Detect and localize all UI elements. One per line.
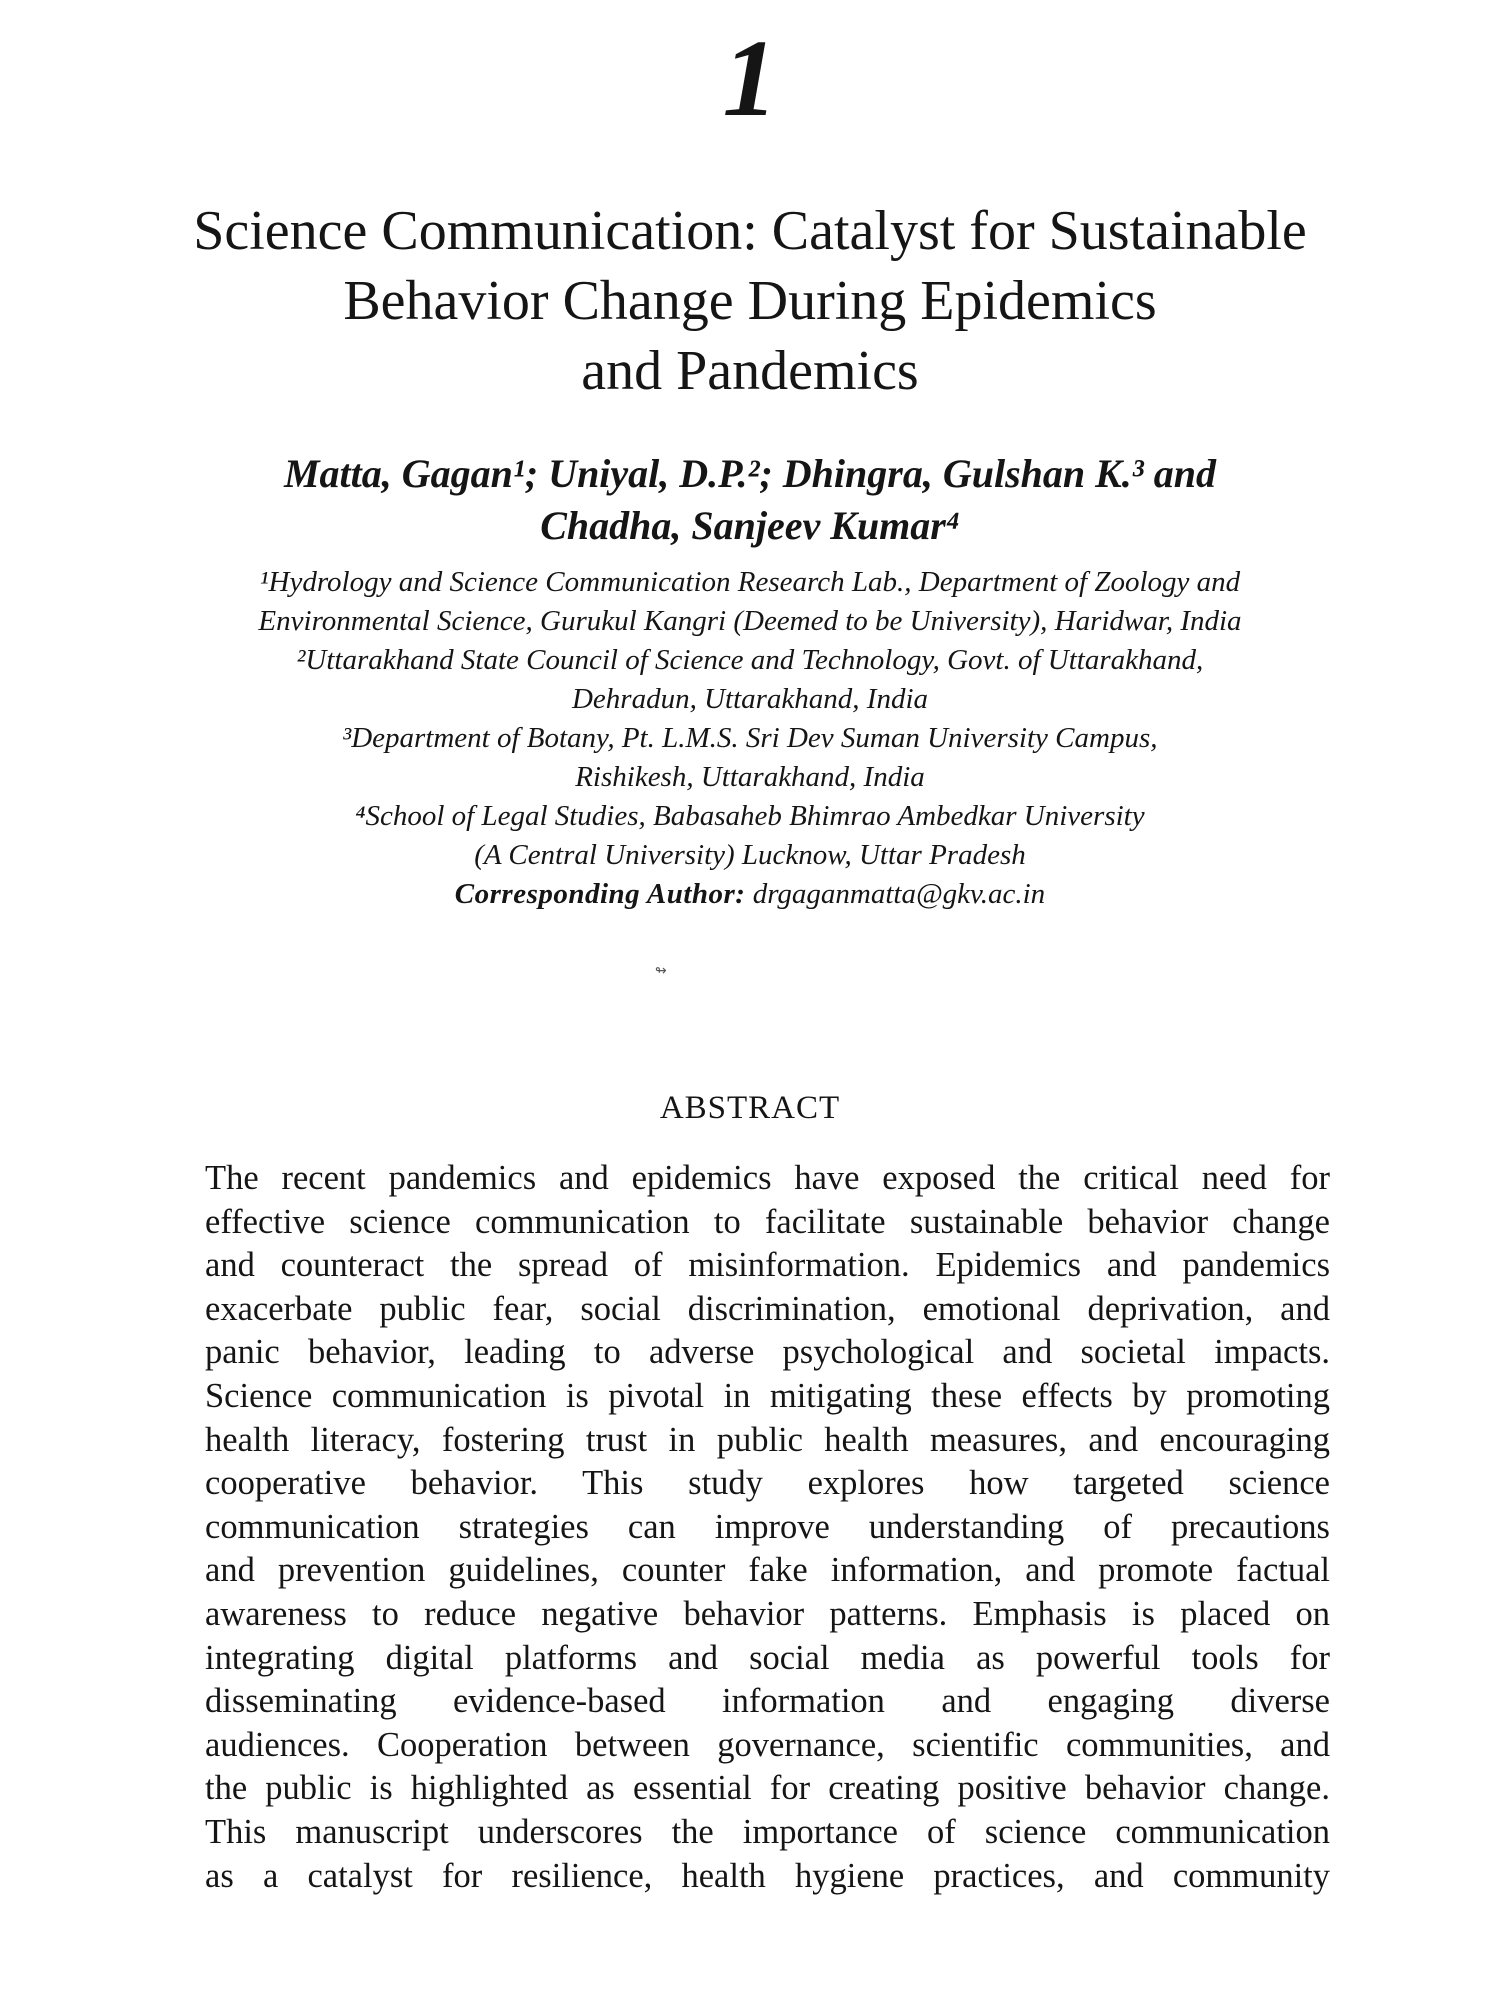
abstract-line: exacerbate public fear, social discrimination, emotional deprivation, and [205,1289,1330,1328]
abstract-line: This manuscript underscores the importance of science communication [205,1812,1330,1851]
abstract-line: cooperative behavior. This study explores how targeted science [205,1464,1330,1503]
affiliation-line: Environmental Science, Gurukul Kangri (Deemed to be University), Haridwar, India [258,605,1242,637]
chapter-number: 1 [722,17,778,139]
title-line: Science Communication: Catalyst for Sustainable [193,200,1307,262]
abstract-line: disseminating evidence-based information and engaging diverse [205,1682,1330,1721]
corresponding-author-email[interactable]: drgaganmatta@gkv.ac.in [752,878,1046,910]
abstract-body [205,1157,1330,1898]
stray-mark: ↬ [655,963,667,979]
title-line: and Pandemics [581,340,919,402]
paper-title [80,196,1420,406]
abstract-line: and counteract the spread of misinformation. Epidemics and pandemics [205,1246,1330,1285]
affiliation-line: ³Department of Botany, Pt. L.M.S. Sri Dev Suman University Campus, [342,722,1158,754]
affiliation-line: ¹Hydrology and Science Communication Research Lab., Department of Zoology and [259,566,1241,598]
affiliation-line: (A Central University) Lucknow, Uttar Pradesh [474,839,1026,871]
abstract-line: awareness to reduce negative behavior patterns. Emphasis is placed on [205,1594,1330,1633]
abstract-line: The recent pandemics and epidemics have exposed the critical need for [205,1159,1330,1197]
abstract-line: health literacy, fostering trust in public health measures, and encouraging [205,1420,1330,1459]
abstract-line: panic behavior, leading to adverse psychological and societal impacts. [205,1333,1330,1372]
abstract-line: integrating digital platforms and social media as powerful tools for [205,1638,1330,1677]
abstract-line: effective science communication to facilitate sustainable behavior change [205,1202,1330,1241]
abstract-line: as a catalyst for resilience, health hygiene practices, and community [205,1856,1330,1895]
abstract-line: Science communication is pivotal in mitigating these effects by promoting [205,1376,1330,1415]
corresponding-author-label: Corresponding Author: [454,878,746,910]
author-list [120,448,1380,552]
author-line: Matta, Gagan¹; Uniyal, D.P.²; Dhingra, Gulshan K.³ and [283,451,1217,496]
abstract-line: communication strategies can improve understanding of precautions [205,1507,1330,1546]
affiliation-line: Dehradun, Uttarakhand, India [571,683,929,715]
corresponding-author [140,875,1360,914]
abstract-line: and prevention guidelines, counter fake information, and promote factual [205,1551,1330,1590]
abstract-line: audiences. Cooperation between governance, scientific communities, and [205,1725,1330,1764]
affiliations [140,563,1360,914]
affiliation-line: ²Uttarakhand State Council of Science and Technology, Govt. of Uttarakhand, [296,644,1204,676]
affiliation-line: Rishikesh, Uttarakhand, India [575,761,925,793]
abstract-heading: ABSTRACT [659,1090,841,1126]
affiliation-line: ⁴School of Legal Studies, Babasaheb Bhimrao Ambedkar University [355,800,1145,832]
title-line: Behavior Change During Epidemics [343,270,1157,332]
author-line: Chadha, Sanjeev Kumar⁴ [540,503,960,548]
abstract-line: the public is highlighted as essential for creating positive behavior change. [205,1769,1330,1808]
